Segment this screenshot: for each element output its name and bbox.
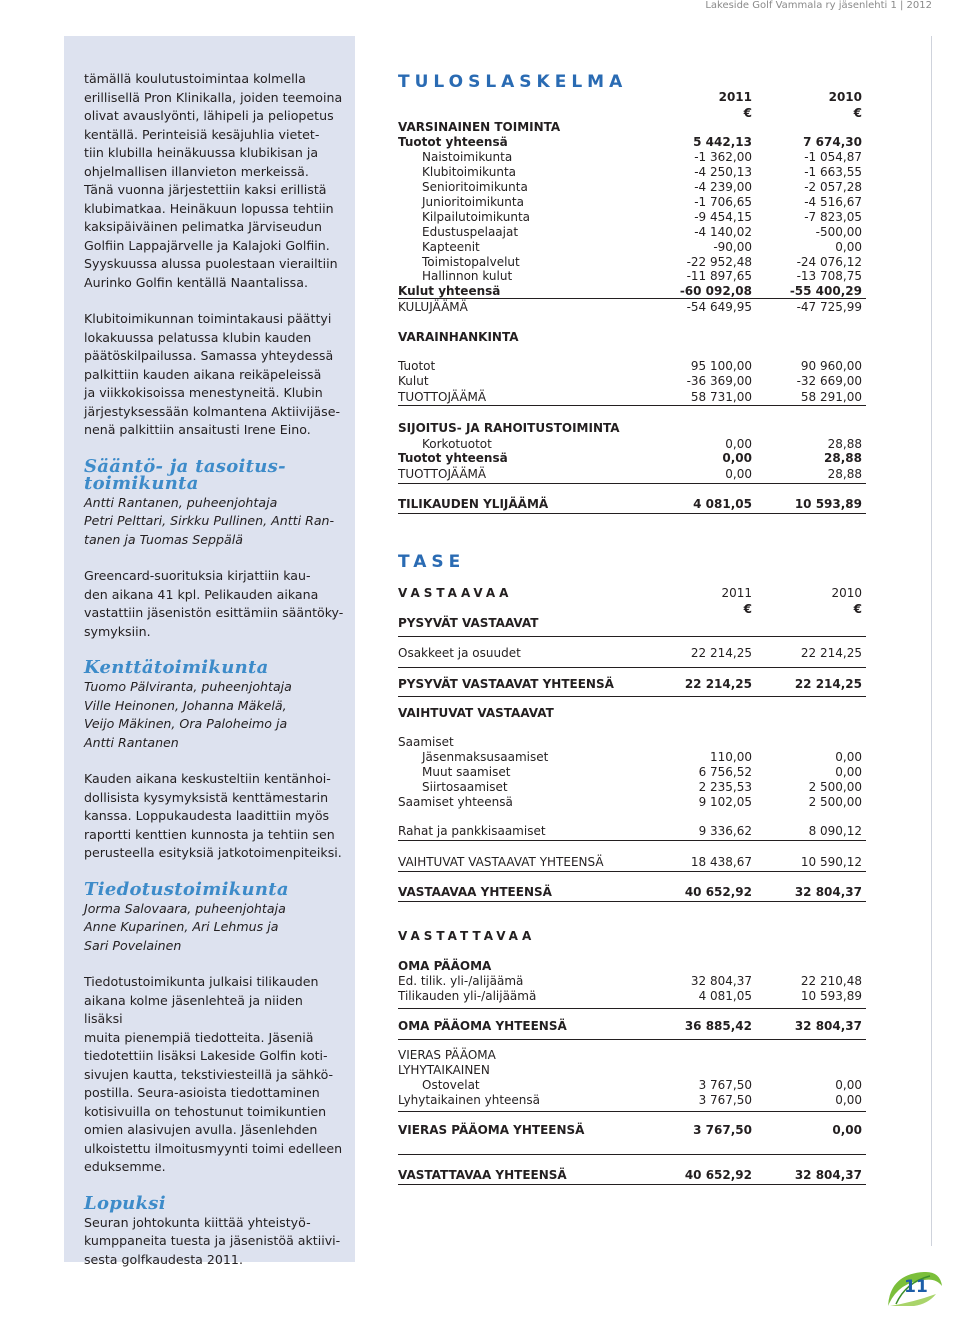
text-line: tämällä koulutustoimintaa kolmella	[84, 71, 306, 86]
value-2010: 0,00	[835, 240, 862, 254]
tuloslaskelma-row	[398, 195, 866, 210]
text-line: den aikana 41 kpl. Pelikauden aikana	[84, 586, 319, 602]
tase-row	[398, 750, 866, 765]
text-line: Veijo Mäkinen, Ora Paloheimo ja	[84, 716, 288, 731]
text-line: Aurinko Golfin kentällä Naantalissa.	[84, 274, 308, 290]
value-2010: -2 057,28	[804, 180, 862, 194]
row-label: Junioritoimikunta	[422, 195, 524, 209]
text-line: Tänä vuonna järjestettiin kaksi erillistä	[84, 182, 327, 197]
row-label: Saamiset yhteensä	[398, 795, 513, 809]
text-line: klubimatkaa. Heinäkuun lopussa tehtiin	[84, 200, 334, 216]
text-line: tanen ja Tuomas Seppälä	[84, 531, 243, 547]
text-line: erillisellä Pron Klinikalla, joiden teemoina	[84, 89, 343, 105]
value-2011: 4 081,05	[698, 989, 752, 1003]
row-label: LYHYTAIKAINEN	[398, 1063, 490, 1077]
value-2011: -22 952,48	[686, 255, 752, 269]
value-2010: 2 500,00	[808, 780, 862, 794]
text-line: Antti Rantanen, puheenjohtaja	[84, 494, 278, 510]
value-2010: 32 804,37	[794, 1019, 862, 1033]
tase-row	[398, 1078, 866, 1093]
text-line: Syyskuussa alussa puolestaan vierailtiin	[84, 256, 338, 271]
tuloslaskelma-row	[398, 150, 866, 165]
tuloslaskelma-row	[398, 359, 866, 374]
row-label: Tuotot yhteensä	[398, 451, 508, 465]
tase-row	[398, 765, 866, 780]
text-line: Greencard-suorituksia kirjattiin kau-	[84, 568, 311, 583]
row-label: OMA PÄÄOMA YHTEENSÄ	[398, 1019, 567, 1033]
tuloslaskelma-row	[398, 120, 866, 135]
tase-row	[398, 959, 866, 974]
tuloslaskelma-row	[398, 165, 866, 180]
value-2011: 0,00	[725, 467, 752, 481]
text-line: vastattiin jäsenistön esittämiin sääntöky-	[84, 605, 344, 620]
text-line: tiin klubilla heinäkuussa klubikisan ja	[84, 145, 319, 160]
tase-row	[398, 1019, 866, 1034]
value-2011: 4 081,05	[693, 497, 752, 511]
value-2010: 28,88	[824, 451, 862, 465]
value-2010: -7 823,05	[804, 210, 862, 224]
value-2011: -1 706,65	[694, 195, 752, 209]
value-2011: 2 235,53	[698, 780, 752, 794]
text-line: kotisivuilla on tehostunut toimikuntien	[84, 1103, 327, 1119]
text-line: Golfiin Lappajärvelle ja Kalajoki Golfiin.	[84, 237, 330, 253]
value-2010: 0,00	[835, 750, 862, 764]
row-label: VIERAS PÄÄOMA YHTEENSÄ	[398, 1123, 585, 1137]
tase-currency-header	[398, 602, 866, 617]
underline-rule	[398, 840, 866, 841]
tuloslaskelma-row	[398, 225, 866, 240]
row-label: Ed. tilik. yli-/alijäämä	[398, 974, 524, 988]
row-label: Edustuspelaajat	[422, 225, 519, 239]
text-line: Petri Pelttari, Sirkku Pullinen, Antti Ran-	[84, 513, 335, 528]
currency-header	[398, 106, 866, 121]
text-line: kentällä. Perinteisiä kesäjuhlia vietet-	[84, 126, 320, 142]
value-2011: 22 214,25	[690, 646, 752, 660]
text-line: Anne Kuparinen, Ari Lehmus ja	[84, 919, 279, 934]
text-line: kumppaneita tuesta ja jäsenistöä aktiivi-	[84, 1233, 341, 1248]
tuloslaskelma-row	[398, 180, 866, 195]
tase-row	[398, 677, 866, 692]
tuloslaskelma-row	[398, 135, 866, 150]
value-2011: -36 369,00	[686, 374, 752, 388]
text-line: lokakuussa pelatussa klubin kauden	[84, 329, 312, 345]
row-label: TUOTTOJÄÄMÄ	[398, 467, 487, 481]
row-label: PYSYVÄT VASTAAVAT YHTEENSÄ	[398, 677, 614, 691]
tase-row	[398, 824, 866, 839]
tase-row	[398, 885, 866, 900]
text-line: symyksiin.	[84, 623, 151, 639]
tuloslaskelma-row	[398, 210, 866, 225]
text-line: sesta golfkaudesta 2011.	[84, 1251, 243, 1267]
value-2010: 7 674,30	[803, 135, 862, 149]
row-label: VIERAS PÄÄOMA	[398, 1048, 496, 1062]
text-line: Klubitoimikunnan toimintakausi päättyi	[84, 311, 332, 326]
underline-rule	[398, 513, 866, 514]
value-2010: 22 210,48	[800, 974, 862, 988]
row-label: VAIHTUVAT VASTAAVAT	[398, 706, 554, 720]
vastaavaa-header	[398, 586, 866, 601]
value-2010: 10 593,89	[800, 989, 862, 1003]
value-2011: -1 362,00	[694, 150, 752, 164]
members-saanto-tasoitustoimikunta	[84, 494, 344, 550]
value-2011: 2011	[718, 90, 752, 104]
paragraph-6	[84, 1214, 344, 1270]
value-2011: -4 239,00	[694, 180, 752, 194]
tuloslaskelma-row	[398, 451, 866, 466]
value-2011: 32 804,37	[690, 974, 752, 988]
row-label: TILIKAUDEN YLIJÄÄMÄ	[398, 497, 549, 511]
underline-rule	[398, 667, 866, 668]
value-2010: 0,00	[835, 765, 862, 779]
tase-row	[398, 780, 866, 795]
tuloslaskelma-row	[398, 437, 866, 452]
tuloslaskelma-row	[398, 284, 866, 299]
value-2010: €	[853, 602, 862, 616]
paragraph-1	[84, 70, 344, 292]
value-2010: -32 669,00	[796, 374, 862, 388]
text-line: Sääntö- ja tasoitus-	[84, 455, 286, 477]
value-2011: 3 767,50	[698, 1093, 752, 1107]
value-2010: -47 725,99	[796, 300, 862, 314]
text-line: Ville Heinonen, Johanna Mäkelä,	[84, 697, 287, 713]
row-label: Kilpailutoimikunta	[422, 210, 531, 224]
row-label: VARAINHANKINTA	[398, 330, 519, 344]
tase-row	[398, 646, 866, 661]
text-line: päätöskilpailussa. Samassa yhteydessä	[84, 348, 334, 363]
row-label: Kulut yhteensä	[398, 284, 501, 298]
value-2011: 110,00	[710, 750, 752, 764]
text-line: palkittiin kauden aikana reikäpeleissä	[84, 366, 322, 382]
text-line: olivat avauslyönti, lähipeli ja peliopetus	[84, 108, 334, 123]
text-line: Jorma Salovaara, puheenjohtaja	[84, 900, 286, 916]
value-2011: 9 102,05	[698, 795, 752, 809]
text-line: sivujen kautta, tekstiviesteillä ja sähkö-	[84, 1066, 334, 1082]
tase-row	[398, 855, 866, 870]
value-2010: 32 804,37	[794, 885, 862, 899]
underline-rule	[398, 405, 866, 406]
underline-rule	[398, 1154, 866, 1155]
row-label: Saamiset	[398, 735, 454, 749]
value-2011: -9 454,15	[694, 210, 752, 224]
row-label: Siirtosaamiset	[422, 780, 508, 794]
text-line: järjestyksessään kolmantena Aktiivijäse-	[84, 403, 341, 419]
value-2010: 10 590,12	[800, 855, 862, 869]
row-label: SIJOITUS- JA RAHOITUSTOIMINTA	[398, 421, 620, 435]
paragraph-4	[84, 770, 344, 863]
row-label: TUOTTOJÄÄMÄ	[398, 390, 487, 404]
value-2011: -60 092,08	[679, 284, 752, 298]
value-2011: -54 649,95	[686, 300, 752, 314]
column-divider	[931, 36, 932, 1246]
row-label: Rahat ja pankkisaamiset	[398, 824, 546, 838]
tase-row	[398, 616, 866, 631]
text-line: perusteella esityksiä jatkotoimenpiteiksi.	[84, 845, 342, 860]
tase-row	[398, 735, 866, 750]
value-2010: 2010	[831, 586, 862, 600]
text-line: Sari Povelainen	[84, 937, 182, 953]
underline-rule	[398, 696, 866, 697]
value-2011: 0,00	[725, 437, 752, 451]
text-line: Seuran johtokunta kiittää yhteistyö-	[84, 1214, 311, 1230]
value-2011: 40 652,92	[684, 1168, 752, 1182]
value-2010: 0,00	[832, 1123, 862, 1137]
value-2011: -4 250,13	[694, 165, 752, 179]
value-2011: €	[743, 106, 752, 120]
value-2010: 32 804,37	[794, 1168, 862, 1182]
value-2010: 28,88	[827, 467, 862, 481]
value-2011: 36 885,42	[684, 1019, 752, 1033]
value-2011: 22 214,25	[684, 677, 752, 691]
row-label: Toimistopalvelut	[422, 255, 520, 269]
value-2011: -11 897,65	[686, 269, 752, 283]
value-2011: 5 442,13	[693, 135, 752, 149]
row-label: Ostovelat	[422, 1078, 480, 1092]
tase-row	[398, 706, 866, 721]
text-line: Antti Rantanen	[84, 734, 179, 750]
value-2011: 18 438,67	[690, 855, 752, 869]
row-label: Naistoimikunta	[422, 150, 513, 164]
text-line: Tuomo Pälviranta, puheenjohtaja	[84, 679, 292, 694]
running-header: Lakeside Golf Vammala ry jäsenlehti 1 | 2012	[705, 0, 932, 11]
underline-rule	[398, 1111, 866, 1112]
value-2010: 8 090,12	[808, 824, 862, 838]
row-label: VASTAAVAA YHTEENSÄ	[398, 885, 552, 899]
tase-row	[398, 1168, 866, 1183]
paragraph-2	[84, 310, 344, 440]
value-2010: -1 663,55	[804, 165, 862, 179]
heading-tiedotustoimikunta: Tiedotustoimikunta	[84, 878, 289, 900]
row-label: KULUJÄÄMÄ	[398, 300, 468, 314]
row-label: Hallinnon kulut	[422, 269, 513, 283]
text-line: raportti kenttien kunnosta ja tehtiin sen	[84, 826, 335, 842]
text-line: ja viikkokisoissa menestyneitä. Klubin	[84, 385, 323, 400]
value-2010: 28,88	[827, 437, 862, 451]
members-kenttatoimikunta	[84, 678, 344, 752]
value-2011: 2011	[721, 586, 752, 600]
tuloslaskelma-row	[398, 300, 866, 315]
text-line: tiedotettiin lisäksi Lakeside Golfin koti-	[84, 1048, 328, 1063]
tuloslaskelma-row	[398, 374, 866, 389]
tuloslaskelma-row	[398, 269, 866, 284]
tase-row	[398, 974, 866, 989]
tuloslaskelma-row	[398, 497, 866, 512]
text-line: postilla. Seura-asioista tiedottaminen	[84, 1085, 320, 1100]
left-text-column	[64, 36, 355, 1267]
row-label: Tuotot	[398, 359, 436, 373]
text-line: nenä palkittiin ansaitusti Irene Eino.	[84, 422, 311, 437]
value-2011: 3 767,50	[698, 1078, 752, 1092]
text-line: Tiedotustoimikunta julkaisi tilikauden	[84, 974, 319, 989]
row-label: Jäsenmaksusaamiset	[422, 750, 549, 764]
row-label: Kulut	[398, 374, 429, 388]
value-2010: 90 960,00	[800, 359, 862, 373]
row-label: VARSINAINEN TOIMINTA	[398, 120, 561, 134]
vastattavaa-header	[398, 929, 866, 944]
value-2010: -4 516,67	[804, 195, 862, 209]
paragraph-3	[84, 567, 344, 641]
row-label: VASTATTAVAA	[398, 929, 536, 943]
tuloslaskelma-row	[398, 330, 866, 345]
page-number: 11	[904, 1277, 928, 1297]
tase-row	[398, 1093, 866, 1108]
tuloslaskelma-row	[398, 421, 866, 436]
tase-row	[398, 1123, 866, 1138]
tuloslaskelma-row	[398, 390, 866, 405]
value-2010: 22 214,25	[794, 677, 862, 691]
value-2010: -24 076,12	[796, 255, 862, 269]
row-label: Korkotuotot	[422, 437, 492, 451]
row-label: Senioritoimikunta	[422, 180, 528, 194]
underline-rule	[398, 636, 866, 637]
text-line: omien alasivujen avulla. Jäsenlehden	[84, 1122, 318, 1137]
text-line: aikana kolme jäsenlehteä ja niiden lisäksi	[84, 992, 303, 1026]
text-line: ulkoistettu ilmoitusmyynti toimi edelleen	[84, 1140, 343, 1156]
underline-rule	[398, 1039, 866, 1040]
text-line: eduksemme.	[84, 1159, 166, 1174]
heading-saanto-tasoitustoimikunta	[84, 455, 344, 494]
tase-row	[398, 1063, 866, 1078]
value-2011: 58 731,00	[690, 390, 752, 404]
heading-kenttatoimikunta: Kenttätoimikunta	[84, 657, 269, 678]
row-label: Tilikauden yli-/alijäämä	[398, 989, 537, 1003]
value-2011: 3 767,50	[693, 1123, 752, 1137]
value-2010: 2 500,00	[808, 795, 862, 809]
value-2010: 22 214,25	[800, 646, 862, 660]
tuloslaskelma-row	[398, 255, 866, 270]
underline-rule	[398, 1008, 866, 1009]
underline-rule	[398, 483, 866, 484]
text-line: Kauden aikana keskusteltiin kentänhoi-	[84, 771, 331, 786]
underline-rule	[398, 298, 866, 299]
row-label: Tuotot yhteensä	[398, 135, 508, 149]
tuloslaskelma-title: TULOSLASKELMA	[398, 72, 628, 92]
value-2011: 6 756,52	[698, 765, 752, 779]
years-header	[398, 90, 866, 105]
value-2011: -4 140,02	[694, 225, 752, 239]
row-label: Klubitoimikunta	[422, 165, 517, 179]
tase-row	[398, 989, 866, 1004]
value-2010: -500,00	[815, 225, 862, 239]
value-2011: -90,00	[713, 240, 752, 254]
row-label: Osakkeet ja osuudet	[398, 646, 521, 660]
value-2010: 10 593,89	[794, 497, 862, 511]
text-line: kaksipäiväinen pelimatka Järviseudun	[84, 219, 323, 234]
value-2010: -55 400,29	[789, 284, 862, 298]
underline-rule	[398, 871, 866, 872]
row-label: Muut saamiset	[422, 765, 511, 779]
underline-rule	[398, 1184, 866, 1185]
value-2011: 40 652,92	[684, 885, 752, 899]
row-label: Lyhytaikainen yhteensä	[398, 1093, 541, 1107]
tase-row	[398, 1048, 866, 1063]
value-2010: 58 291,00	[800, 390, 862, 404]
text-line: kanssa. Loppukaudesta laadittiin myös	[84, 808, 330, 823]
value-2011: 9 336,62	[698, 824, 752, 838]
tuloslaskelma-row	[398, 240, 866, 255]
text-line: ohjelmallisen illanvieton merkeissä.	[84, 163, 309, 179]
row-label: VASTAAVAA	[398, 586, 513, 600]
row-label: PYSYVÄT VASTAAVAT	[398, 616, 539, 630]
value-2010: 0,00	[835, 1078, 862, 1092]
row-label: Kapteenit	[422, 240, 480, 254]
heading-lopuksi: Lopuksi	[84, 1192, 166, 1214]
tase-title: TASE	[398, 552, 466, 572]
value-2010: 2010	[828, 90, 862, 104]
text-line: toimikunta	[84, 472, 199, 494]
members-tiedotustoimikunta	[84, 900, 344, 956]
row-label: OMA PÄÄOMA	[398, 959, 492, 973]
value-2011: 95 100,00	[690, 359, 752, 373]
value-2011: €	[743, 602, 752, 616]
row-label: VASTATTAVAA YHTEENSÄ	[398, 1168, 567, 1182]
value-2010: -13 708,75	[796, 269, 862, 283]
tase-row	[398, 795, 866, 810]
paragraph-5	[84, 973, 344, 1177]
value-2010: €	[853, 106, 862, 120]
text-line: dollisista kysymyksistä kenttämestarin	[84, 789, 329, 805]
row-label: VAIHTUVAT VASTAAVAT YHTEENSÄ	[398, 855, 604, 869]
tuloslaskelma-row	[398, 467, 866, 482]
text-line: muita pienempiä tiedotteita. Jäseniä	[84, 1029, 314, 1045]
value-2011: 0,00	[722, 451, 752, 465]
value-2010: -1 054,87	[804, 150, 862, 164]
value-2010: 0,00	[835, 1093, 862, 1107]
underline-rule	[398, 901, 866, 902]
